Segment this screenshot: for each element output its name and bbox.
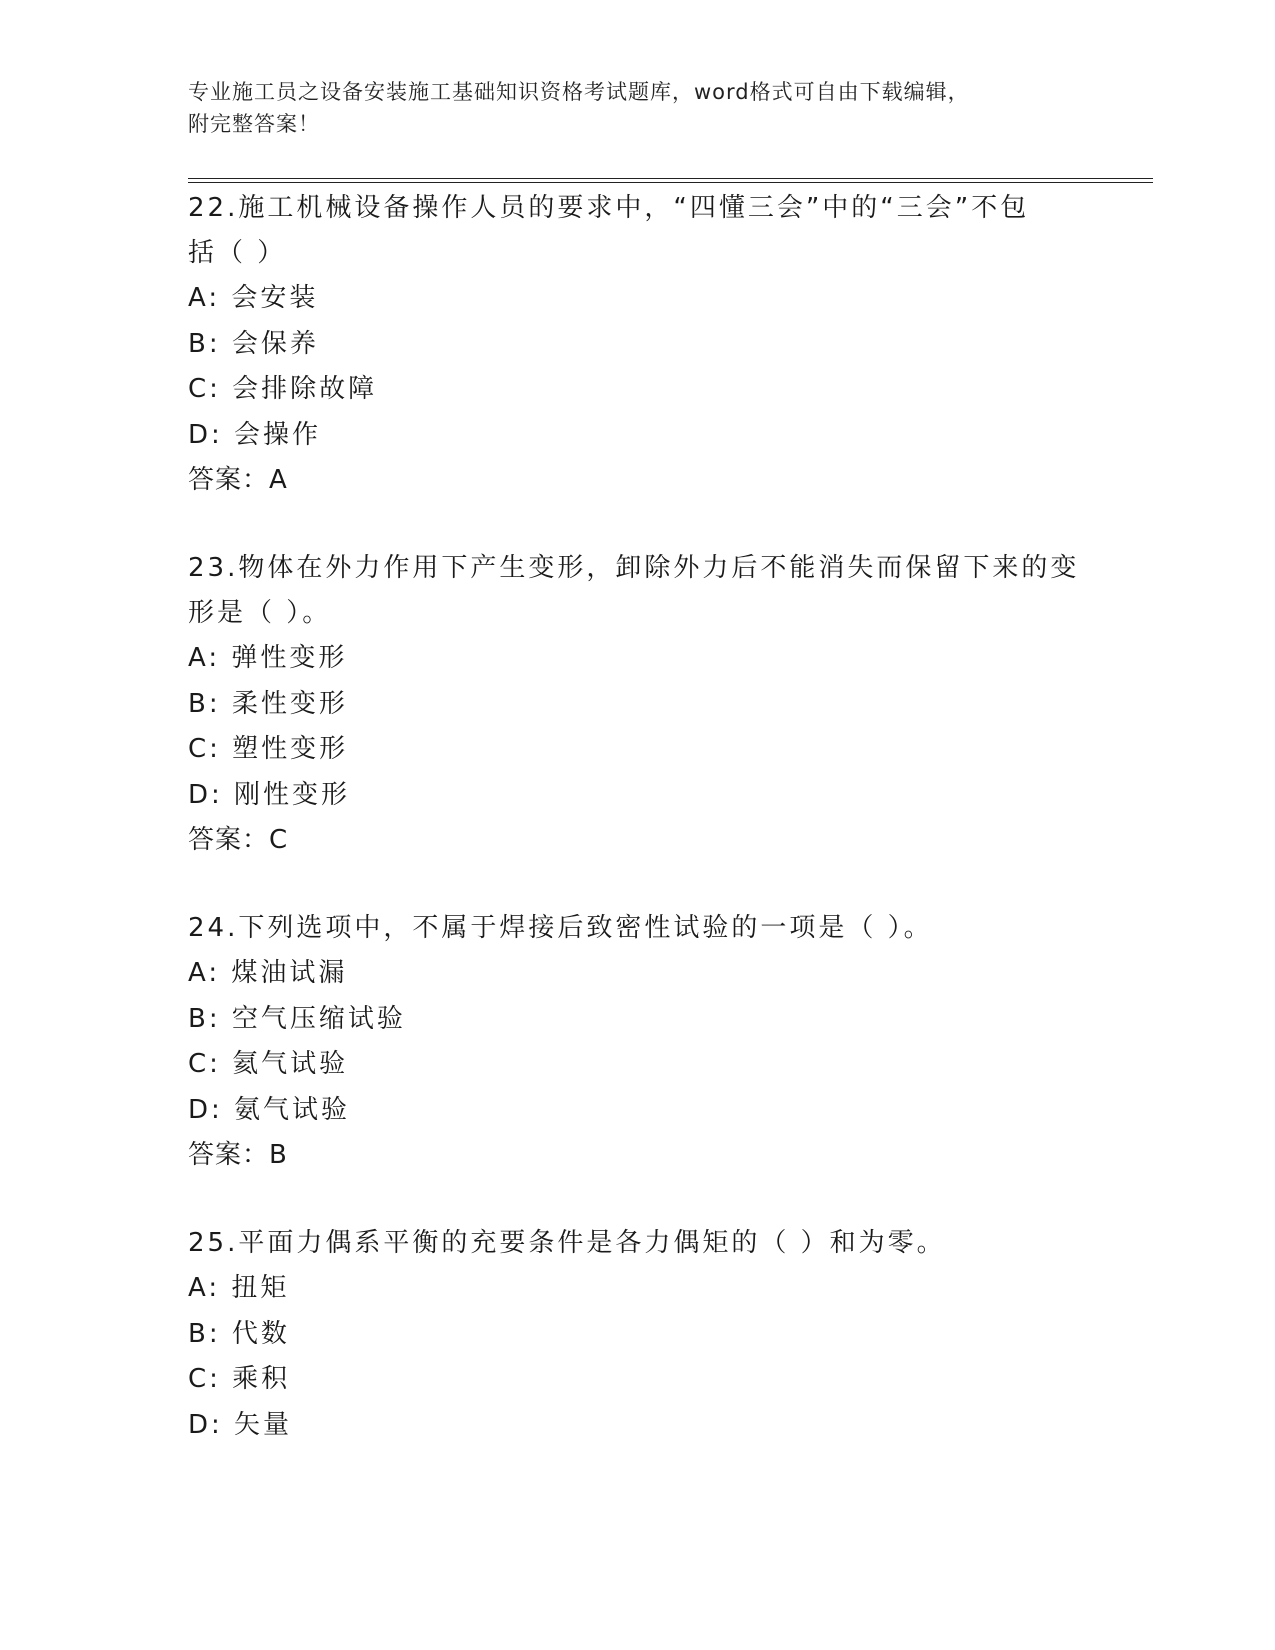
- header-divider-double: [188, 182, 1153, 183]
- option-b: B: 柔性变形: [188, 688, 348, 719]
- option-d: D: 刚性变形: [188, 779, 351, 810]
- option-b: B: 空气压缩试验: [188, 1003, 406, 1034]
- question-23: [188, 546, 1088, 863]
- option-a: A: 扭矩: [188, 1273, 290, 1303]
- header-line-2: 附完整答案！: [188, 112, 320, 136]
- answer: 答案：A: [188, 465, 288, 495]
- question-stem: 23.物体在外力作用下产生变形，卸除外力后不能消失而保留下来的变: [188, 553, 1080, 583]
- question-22: [188, 186, 1088, 503]
- option-a: A: 弹性变形: [188, 643, 348, 673]
- option-c: C: 氦气试验: [188, 1049, 349, 1079]
- option-b: B: 代数: [188, 1318, 290, 1349]
- option-b: B: 会保养: [188, 328, 319, 359]
- question-24: [188, 906, 1088, 1178]
- answer: 答案：B: [188, 1140, 288, 1170]
- header-line-1: 专业施工员之设备安装施工基础知识资格考试题库，word格式可自由下载编辑，: [188, 80, 970, 104]
- document-header: [188, 76, 1088, 140]
- option-a: A: 会安装: [188, 283, 319, 313]
- question-stem-continued: 形是（ ）。: [188, 598, 332, 628]
- option-d: D: 氨气试验: [188, 1094, 351, 1125]
- option-d: D: 矢量: [188, 1409, 293, 1440]
- option-c: C: 乘积: [188, 1364, 291, 1394]
- answer: 答案：C: [188, 825, 289, 855]
- option-c: C: 塑性变形: [188, 734, 349, 764]
- question-stem-continued: 括（ ）: [188, 238, 287, 268]
- option-c: C: 会排除故障: [188, 374, 378, 404]
- option-a: A: 煤油试漏: [188, 958, 348, 988]
- question-stem: 25.平面力偶系平衡的充要条件是各力偶矩的（ ）和为零。: [188, 1228, 946, 1258]
- header-divider: [188, 178, 1153, 179]
- option-d: D: 会操作: [188, 419, 322, 450]
- question-25: [188, 1221, 1088, 1448]
- question-stem: 22.施工机械设备操作人员的要求中，“四懂三会”中的“三会”不包: [188, 193, 1030, 223]
- question-stem: 24.下列选项中，不属于焊接后致密性试验的一项是（ ）。: [188, 913, 933, 943]
